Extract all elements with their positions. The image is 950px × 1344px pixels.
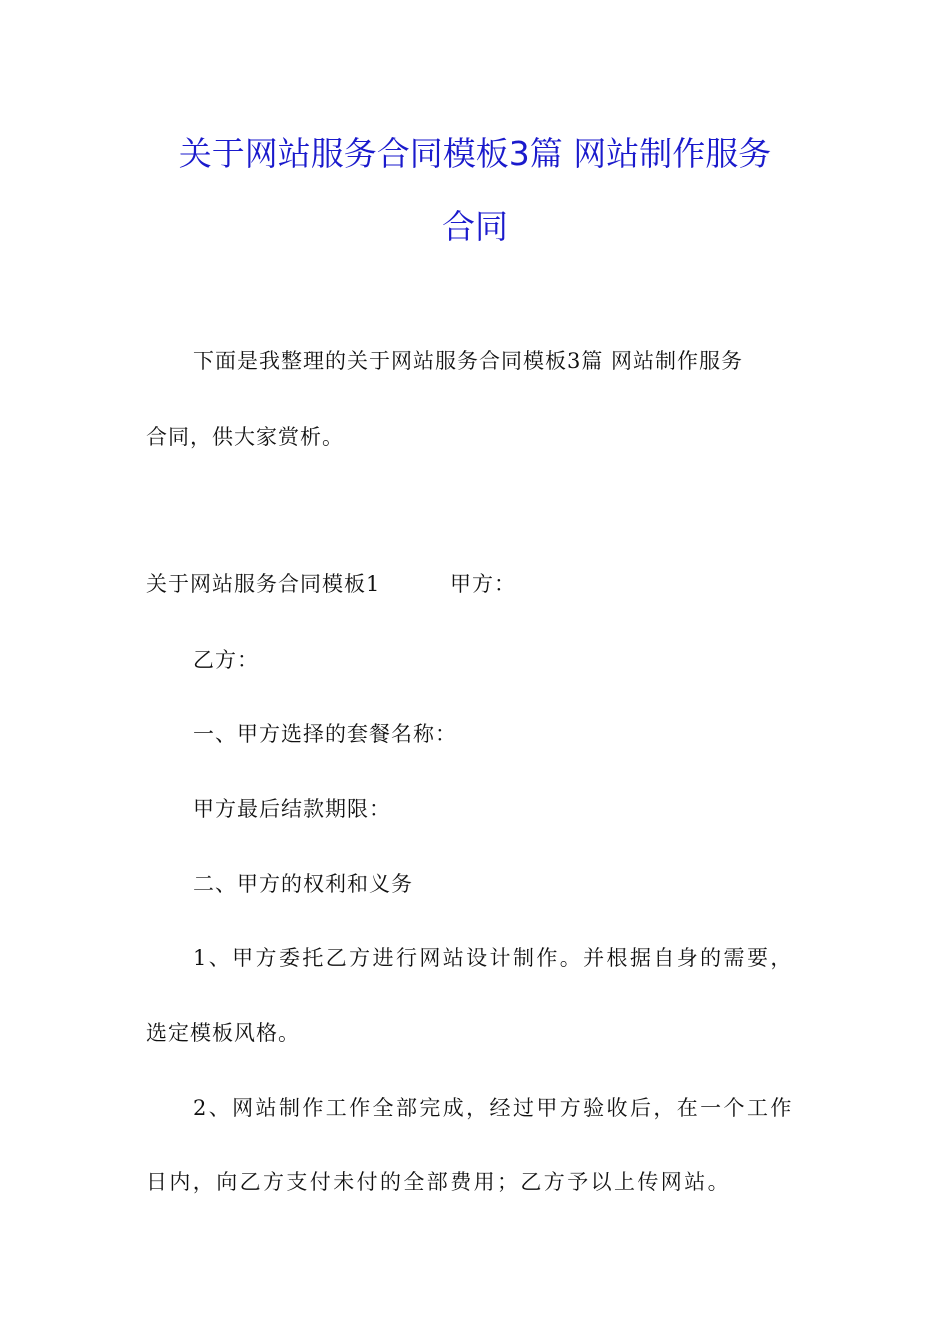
party-a-label: 甲方： (450, 572, 516, 596)
intro-paragraph-continued: 合同，供大家赏析。 (146, 425, 344, 449)
clause-1-continued: 选定模板风格。 (146, 1021, 300, 1045)
clause-2-continued: 日内，向乙方支付未付的全部费用；乙方予以上传网站。 (146, 1170, 731, 1194)
rights-obligations-heading: 二、甲方的权利和义务 (193, 872, 413, 896)
document-title-continued: 合同 (442, 207, 508, 246)
payment-deadline-item: 甲方最后结款期限： (193, 797, 391, 821)
document-title: 关于网站服务合同模板3篇 网站制作服务 (178, 134, 772, 173)
clause-2: 2、网站制作工作全部完成，经过甲方验收后，在一个工作 (193, 1096, 794, 1120)
package-name-item: 一、甲方选择的套餐名称： (193, 722, 457, 746)
section-heading: 关于网站服务合同模板1 (146, 572, 381, 596)
party-b-label: 乙方： (193, 648, 259, 672)
intro-paragraph: 下面是我整理的关于网站服务合同模板3篇 网站制作服务 (193, 349, 744, 373)
clause-1: 1、甲方委托乙方进行网站设计制作。并根据自身的需要， (193, 946, 794, 970)
